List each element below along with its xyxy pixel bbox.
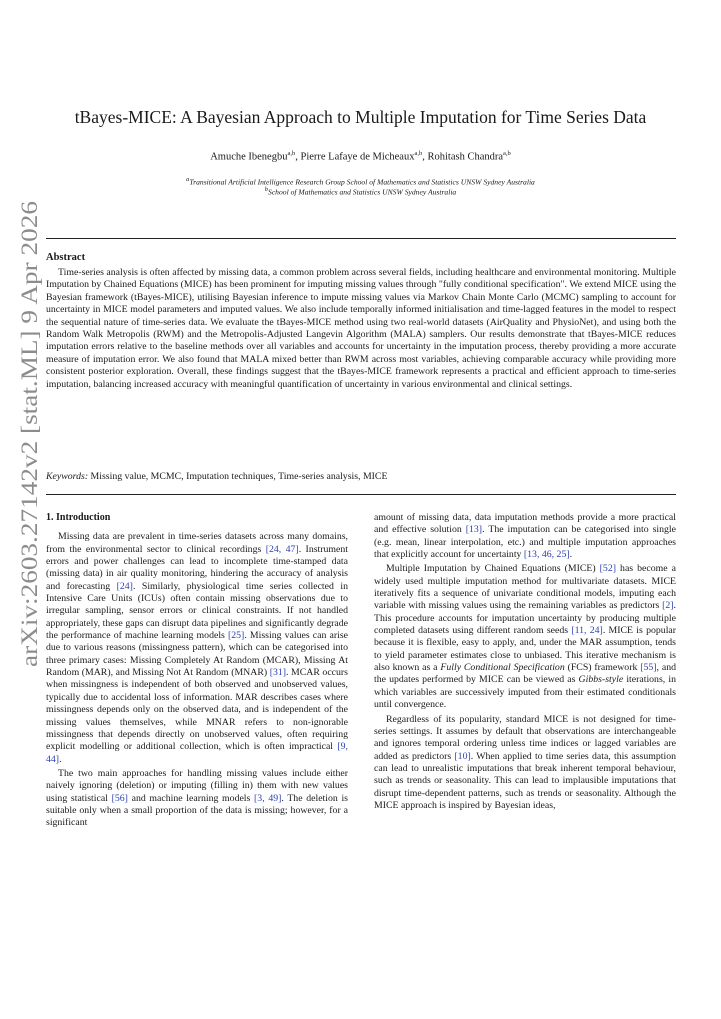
right-column (374, 512, 676, 812)
keywords-list: Missing value, MCMC, Imputation techniques, Time-series analysis, MICE (90, 471, 388, 482)
citation-link[interactable]: [13, 46, 25] (523, 549, 570, 561)
body-paragraph: amount of missing data, data imputation methods provide a more practical and effective solution [13]. The imputation can be categorised into single (e.g. mean, linear interpolation, etc.) and multiple imputation approaches that explicitly account for uncertainty [13, 46, 25]. (374, 512, 676, 561)
citation-link[interactable]: [10] (454, 750, 471, 762)
bottom-rule (46, 494, 676, 495)
citation-link[interactable]: [9, 44] (46, 741, 348, 765)
body-paragraph: The two main approaches for handling missing values include either naively ignoring (deletion) or imputing (filling in) them with new values using statistical [56] and machine learning models [3, 49]. The deletion is suitable only when a small proportion of the data is missing; however, for a significant (46, 767, 348, 829)
keywords-label: Keywords: (46, 471, 89, 482)
citation-link[interactable]: [11, 24] (571, 625, 603, 637)
citation-link[interactable]: [2] (662, 600, 674, 612)
affiliation-text: Transitional Artificial Intelligence Research Group School of Mathematics and Statistics UNSW Sydney Australia (189, 177, 535, 187)
citation-link[interactable]: [24, 47] (265, 543, 299, 555)
emphasis-text: Gibbs-style (578, 674, 624, 686)
author-name: Amuche Ibenegbu (210, 151, 288, 163)
affiliation-b (0, 186, 721, 197)
body-paragraph: Multiple Imputation by Chained Equations (MICE) [52] has become a widely used multiple imputation method for multivariate datasets. MICE iteratively fits a sequence of univariate conditional models, imputing each variable with missing values using the remaining variables as predictors [2]. This procedure accounts for imputation uncertainty by producing multiple completed datasets using different random seeds [11, 24]. MICE is popular because it is flexible, easy to apply, and, under the MAR assumption, tends to yield parameter estimates close to unbiased. This iterative mechanism is also known as a Fully Conditional Specification (FCS) framework [55], and the updates performed by MICE can be viewed as Gibbs-style iterations, in which variables are successively imputed from their estimated conditionals until convergence. (374, 563, 677, 711)
paper-title: tBayes-MICE: A Bayesian Approach to Multiple Imputation for Time Series Data (74, 107, 647, 127)
citation-link[interactable]: [31] (269, 667, 287, 679)
citation-link[interactable]: [52] (599, 563, 616, 575)
author-list: Amuche Ibenegbu$^{a,b}$, Pierre Lafaye de Micheaux$^{a,b}$, Rohitash Chandra$^{a,b}$ (210, 150, 511, 163)
citation-link[interactable]: [25] (228, 630, 245, 642)
arxiv-stamp (6, 200, 46, 670)
body-paragraph: Missing data are prevalent in time-series datasets across many domains, from the environmental sector to clinical recordings [24, 47]. Instrument errors and power challenges can lead to incomplete time-stamped data (missing data) in air quality monitoring, hindering the accuracy of analysis and forecasting [24]. Similarly, physiological time series collected in Intensive Care Units (ICUs) often contain missing observations due to irregular sampling, sensor errors or clinical constraints. If not handled appropriately, these gaps can disrupt data pipelines and significantly degrade the performance of machine learning models [25]. Missing values can arise due to various reasons (missingness pattern), which can be categorised into three primary cases: Missing Completely At Random (MCAR), Missing At Random (MAR), and Missing Not At Random (MNAR) [31]. MCAR occurs when missingness is independent of both observed and unobserved values, typically due to accidental loss of information. MAR describes cases where missingness depends only on the observed data, and is independent of the missing values themselves, while MNAR refers to non-ignorable missingness that depends directly on unobserved values, often requiring explicit modelling or additional collection, which is often impractical [9, 44]. (46, 531, 348, 765)
affiliation-a (0, 176, 721, 187)
emphasis-text: Fully Conditional Specification (440, 662, 565, 674)
author-affiliation-mark: a,b (287, 150, 296, 157)
left-column (46, 512, 348, 830)
section-heading-introduction: 1. Introduction (46, 512, 111, 523)
citation-link[interactable]: [55] (640, 662, 657, 674)
author-affiliation-mark: a,b (414, 150, 423, 157)
abstract-text: Time-series analysis is often affected by missing data, a common problem across several fields, including healthcare and environmental monitoring. Multiple Imputation by Chained Equations (MICE) has been prominent for imputing missing values through "fully conditional specification". We extend MICE using the Bayesian framework (tBayes-MICE), utilising Bayesian inference to impute missing values via Markov Chain Monte Carlo (MCMC) sampling to account for uncertainty in MICE model parameters and imputed values. We also include temporally informed initialisation and time-lagged features in the model to respect the sequential nature of time-series data. We evaluate the tBayes-MICE method using two real-world datasets (AirQuality and PhysioNet), and using both the Random Walk Metropolis (RWM) and the Metropolis-Adjusted Langevin Algorithm (MALA) samplers. Our results demonstrate that tBayes-MICE reduces imputation errors relative to the baseline methods over all variables and accounts for uncertainty in the imputation process, thereby providing a more accurate measure of imputation error. We also found that MALA mixed better than RWM across most variables, achieving comparable accuracy while providing more consistent posterior exploration. Overall, these findings suggest that the tBayes-MICE framework represents a practical and efficient approach to time-series imputation, balancing increased accuracy with meaningful quantification of uncertainty in various environmental and clinical settings. (46, 267, 676, 390)
affiliation-text: School of Mathematics and Statistics UNSW Sydney Australia (268, 187, 457, 197)
author-name: Pierre Lafaye de Micheaux (300, 151, 415, 163)
citation-link[interactable]: [3, 49] (254, 792, 282, 804)
top-rule (46, 238, 676, 239)
keywords-line (46, 471, 676, 482)
body-paragraph: Regardless of its popularity, standard MICE is not designed for time-series settings. It assumes by default that observations are interchangeable and ignores temporal ordering unless time indices or lagged variables are added as predictors [10]. When applied to time series data, this assumption can lead to unrealistic imputations that break inherent temporal behaviour, such as trends or seasonality. This can lead to implausible imputations that disrupt time-dependent patterns, such as trends or seasonality. Although the MICE approach is inspired by Bayesian ideas, (374, 713, 676, 811)
arxiv-identifier: arXiv:2603.27142v2 [stat.ML] 9 Apr 2026 (17, 273, 42, 667)
affiliation-mark: b (264, 186, 269, 193)
affiliation-mark: a (186, 176, 190, 183)
citation-link[interactable]: [56] (111, 792, 128, 804)
author-name: Rohitash Chandra (427, 151, 504, 163)
abstract-heading: Abstract (46, 252, 86, 263)
author-affiliation-mark: a,b (503, 150, 511, 157)
citation-link[interactable]: [13] (465, 524, 483, 536)
citation-link[interactable]: [24] (116, 580, 133, 592)
